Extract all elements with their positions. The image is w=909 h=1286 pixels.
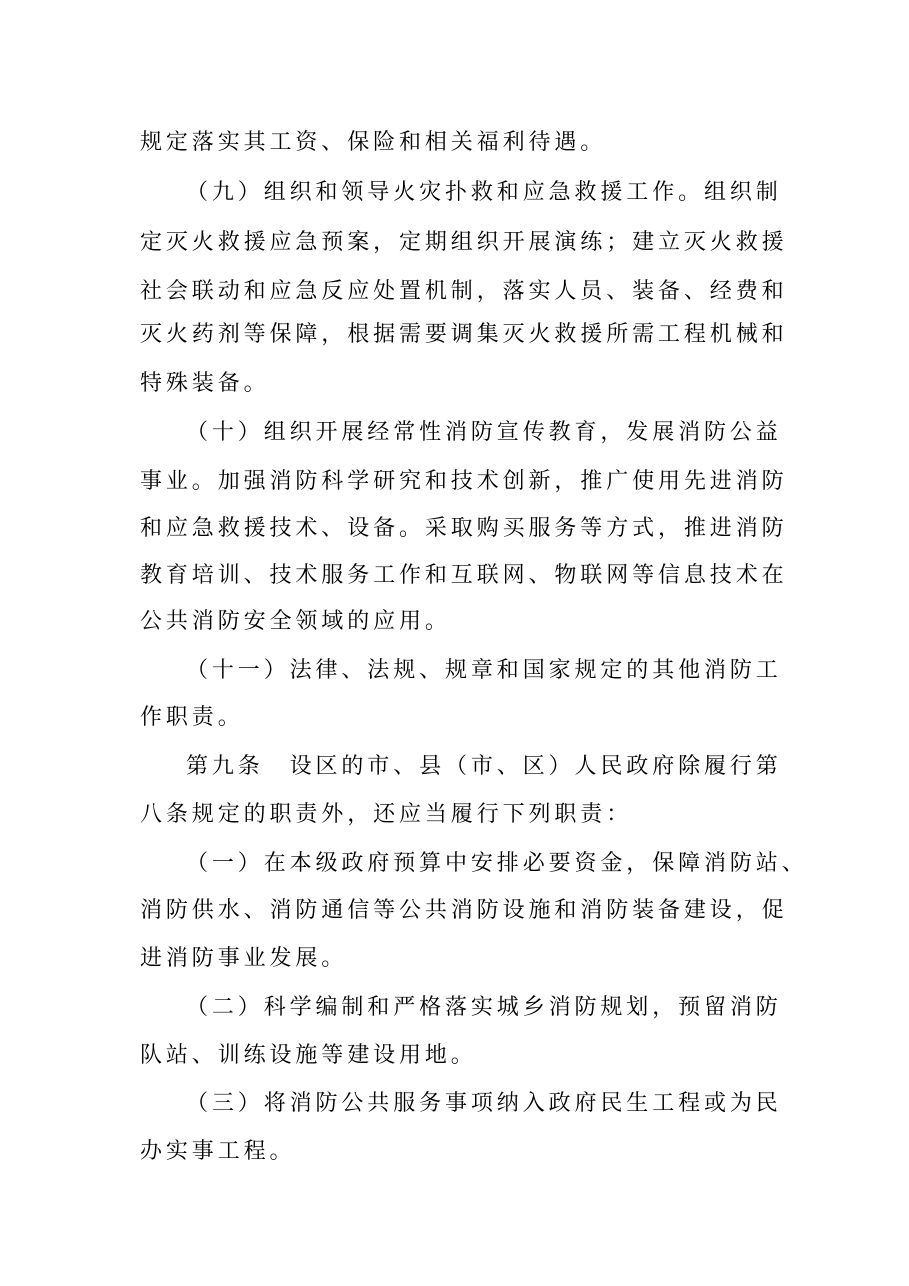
text-line: 八条规定的职责外，还应当履行下列职责： <box>140 802 633 827</box>
text-line: 社会联动和应急反应处置机制，落实人员、装备、经费和 <box>140 279 788 304</box>
text-line: 灭火药剂等保障，根据需要调集灭火救援所需工程机械和 <box>140 322 788 347</box>
text-line: 和应急救援技术、设备。采取购买服务等方式，推进消防 <box>140 516 788 541</box>
text-line: 消防供水、消防通信等公共消防设施和消防装备建设，促 <box>140 898 788 923</box>
text-line: 规定落实其工资、保险和相关福利待遇。 <box>140 130 607 155</box>
text-line: 队站、训练设施等建设用地。 <box>140 1043 477 1068</box>
text-line: 特殊装备。 <box>140 371 270 396</box>
text-line: 事业。加强消防科学研究和技术创新，推广使用先进消防 <box>140 469 788 494</box>
text-line: 教育培训、技术服务工作和互联网、物联网等信息技术在 <box>140 563 788 588</box>
paragraph-line: （二）科学编制和严格落实城乡消防规划，预留消防 <box>186 995 782 1020</box>
paragraph-line: （九）组织和领导火灾扑救和应急救援工作。组织制 <box>186 180 782 205</box>
article-heading-line: 第九条 设区的市、县（市、区）人民政府除履行第 <box>186 754 782 779</box>
text-line: 办实事工程。 <box>140 1139 296 1164</box>
paragraph-line: （三）将消防公共服务事项纳入政府民生工程或为民 <box>186 1091 782 1116</box>
text-line: 进消防事业发展。 <box>140 946 348 971</box>
paragraph-line: （十一）法律、法规、规章和国家规定的其他消防工 <box>186 658 782 683</box>
text-line: 定灭火救援应急预案，定期组织开展演练；建立灭火救援 <box>140 230 788 255</box>
text-line: 作职责。 <box>140 705 244 730</box>
paragraph-line: （十）组织开展经常性消防宣传教育，发展消防公益 <box>186 420 782 445</box>
text-line: 公共消防安全领域的应用。 <box>140 609 451 634</box>
paragraph-line: （一）在本级政府预算中安排必要资金，保障消防站、 <box>186 851 808 876</box>
